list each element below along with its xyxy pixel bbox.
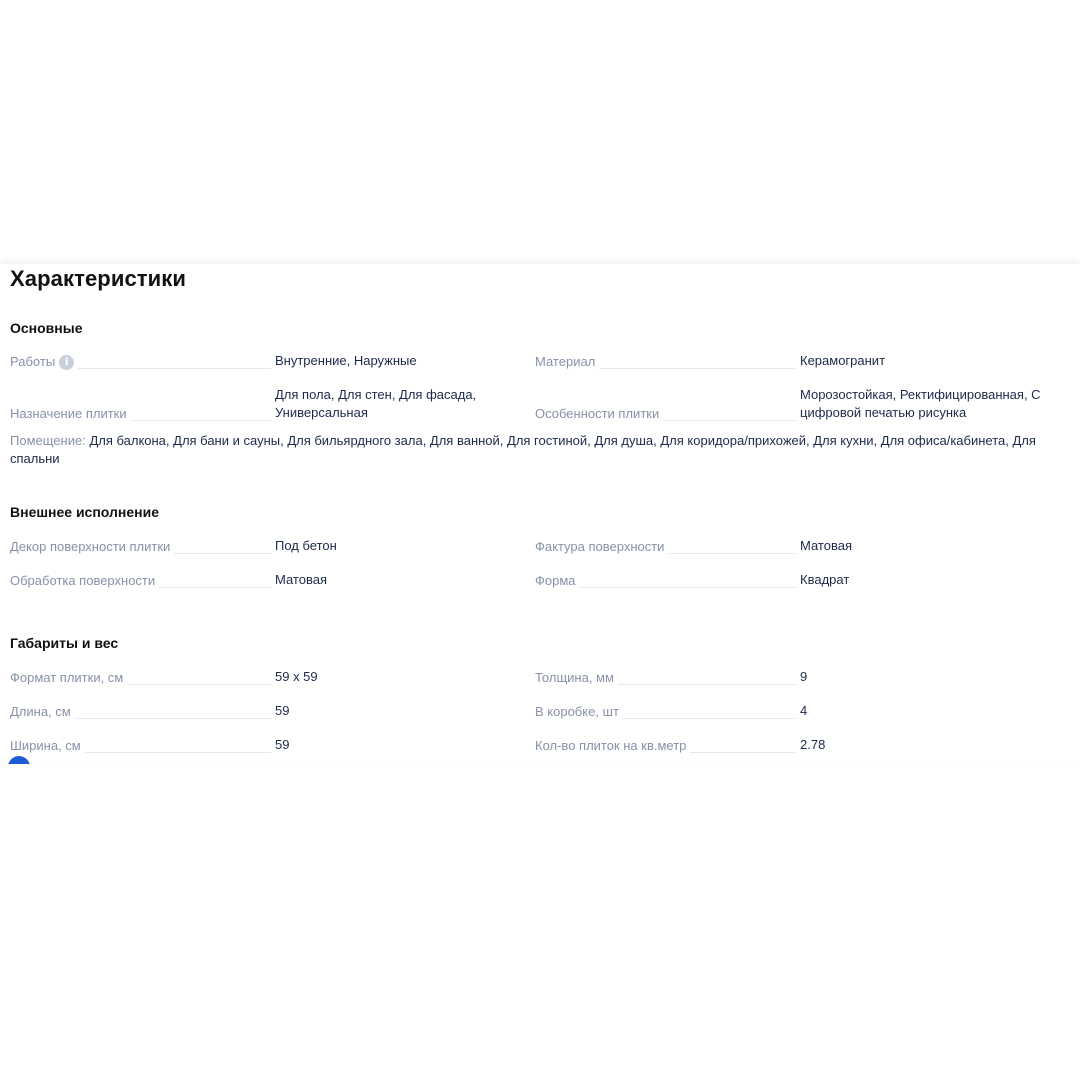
spec-value: Керамогранит — [800, 353, 886, 368]
page-title: Характеристики — [10, 266, 187, 291]
spec-value: Для пола, Для стен, Для фасада, Универсальная — [275, 387, 477, 420]
spec-label: Ширина, см — [10, 738, 81, 753]
spec-row-per-box — [535, 702, 1065, 720]
spec-row-material — [535, 352, 1065, 370]
leader-line — [131, 419, 271, 421]
leader-line — [599, 367, 796, 369]
leader-line — [75, 717, 271, 719]
spec-row-surface-finish — [10, 571, 540, 589]
spec-value: Для балкона, Для бани и сауны, Для бильярдного зала, Для ванной, Для гостиной, Для душа, Для коридора/прихожей, Для кухни, Для офиса/кабинета, Для спальни — [10, 433, 1036, 466]
leader-line — [690, 751, 796, 753]
spec-value: 59 — [275, 737, 290, 752]
spec-row-works — [10, 352, 540, 370]
spec-label: Обработка поверхности — [10, 573, 156, 588]
leader-line — [618, 683, 796, 685]
leader-line — [127, 683, 271, 685]
leader-line — [78, 367, 271, 369]
spec-value: Матовая — [275, 572, 327, 587]
chat-widget-button[interactable] — [8, 756, 30, 764]
spec-row-tile-format — [10, 668, 540, 686]
spec-label: Назначение плитки — [10, 406, 127, 421]
spec-label: Материал — [535, 354, 596, 369]
spec-value: Матовая — [800, 538, 852, 553]
spec-value: 2.78 — [800, 737, 826, 752]
leader-line — [580, 586, 796, 588]
spec-value: Под бетон — [275, 538, 337, 553]
spec-value: Внутренние, Наружные — [275, 353, 417, 368]
spec-label: Длина, см — [10, 704, 71, 719]
section-title-exterior: Внешнее исполнение — [10, 504, 159, 520]
spec-row-rooms — [10, 432, 1070, 468]
leader-line — [668, 552, 796, 554]
info-icon[interactable]: i — [59, 355, 74, 370]
spec-row-tiles-per-sqm — [535, 736, 1065, 754]
spec-label: Толщина, мм — [535, 670, 614, 685]
spec-label: Формат плитки, см — [10, 670, 124, 685]
spec-row-shape — [535, 571, 1065, 589]
characteristics-panel — [0, 264, 1080, 764]
leader-line — [174, 552, 271, 554]
spec-row-thickness — [535, 668, 1065, 686]
spec-row-width — [10, 736, 540, 754]
spec-row-length — [10, 702, 540, 720]
spec-label: Работы — [10, 354, 56, 369]
spec-row-tile-features — [535, 387, 1065, 422]
spec-label: Форма — [535, 573, 576, 588]
spec-label: Декор поверхности плитки — [10, 539, 171, 554]
section-title-basic: Основные — [10, 320, 83, 336]
spec-label: Помещение: — [10, 433, 86, 448]
spec-label: Особенности плитки — [535, 406, 660, 421]
leader-line — [663, 419, 796, 421]
spec-row-surface-texture — [535, 537, 1065, 555]
spec-row-tile-purpose — [10, 387, 540, 422]
spec-value: 9 — [800, 669, 808, 684]
spec-value: 59 — [275, 703, 290, 718]
spec-label: В коробке, шт — [535, 704, 619, 719]
spec-value: Квадрат — [800, 572, 850, 587]
spec-label: Кол-во плиток на кв.метр — [535, 738, 687, 753]
leader-line — [623, 717, 796, 719]
spec-value: 59 x 59 — [275, 669, 318, 684]
spec-row-surface-decor — [10, 537, 540, 555]
leader-line — [85, 751, 271, 753]
spec-value: Морозостойкая, Ректифицированная, С цифровой печатью рисунка — [800, 387, 1041, 420]
spec-value: 4 — [800, 703, 808, 718]
spec-label: Фактура поверхности — [535, 539, 665, 554]
section-title-dimensions: Габариты и вес — [10, 635, 119, 651]
leader-line — [159, 586, 271, 588]
